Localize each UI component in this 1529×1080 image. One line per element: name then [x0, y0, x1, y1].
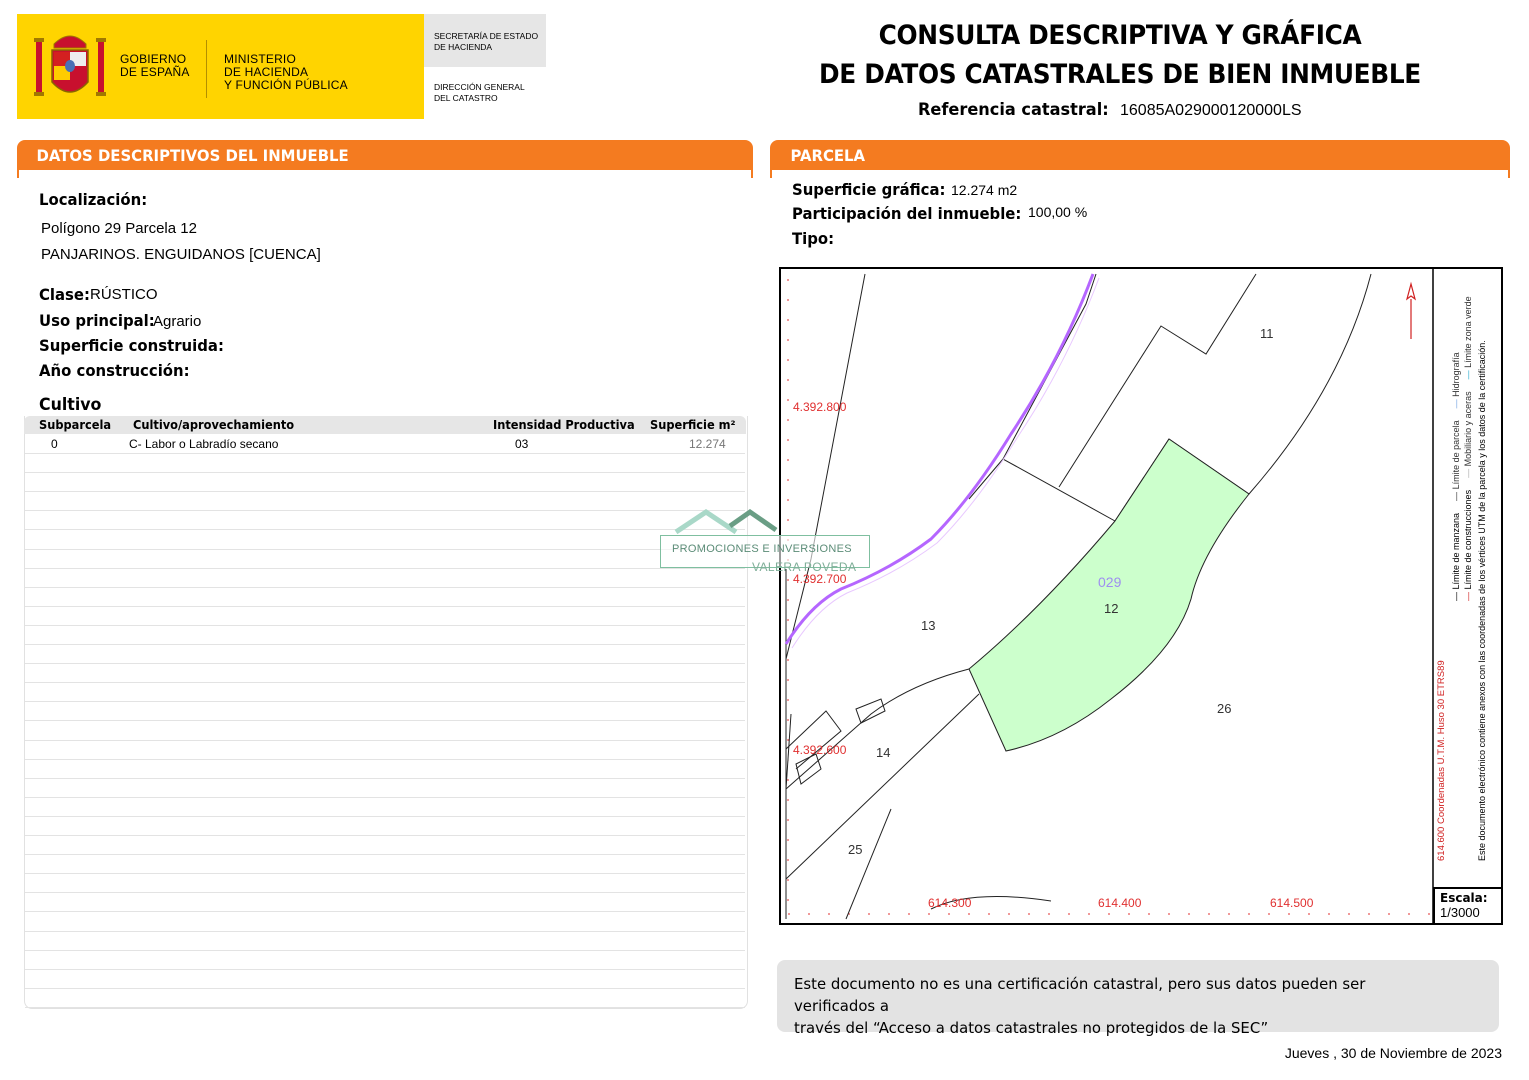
escala-box: [1433, 887, 1501, 923]
secretaria-text: SECRETARÍA DE ESTADO DE HACIENDA: [434, 31, 539, 52]
table-row-line: [25, 988, 745, 989]
table-row-line: [25, 720, 745, 721]
participacion-value: 100,00 %: [1028, 204, 1088, 220]
table-row-line: [25, 835, 745, 836]
participacion-label: Participación del inmueble:: [792, 204, 1022, 223]
table-row-line: [25, 759, 745, 760]
superficie-grafica-value: 12.274 m2: [951, 182, 1018, 198]
uso-label: Uso principal:: [39, 311, 155, 330]
watermark-line2: VALERA POVEDA: [752, 560, 857, 574]
table-row-line: [25, 1007, 745, 1008]
table-row-line: [25, 778, 745, 779]
table-row-line: [25, 625, 745, 626]
legend-note: Este documento electrónico contiene anexos con las coordenadas de los vértices UTM de la parcela y los datos de la certificación.: [1477, 340, 1487, 861]
clase-value: RÚSTICO: [90, 286, 158, 303]
localizacion-line2: PANJARINOS. ENGUIDANOS [CUENCA]: [41, 246, 321, 263]
table-row-line: [25, 950, 745, 951]
localizacion-line1: Polígono 29 Parcela 12: [41, 220, 197, 237]
table-row-line: [25, 663, 745, 664]
escala-label: Escala:: [1440, 891, 1488, 905]
table-row-line: [25, 931, 745, 932]
table-row-line: [25, 969, 745, 970]
clase-label: Clase:: [39, 285, 90, 304]
legend-zona-verde: — Límite zona verde: [1463, 296, 1473, 380]
cell-superficie: 12.274: [689, 437, 726, 451]
column-header-cultivo: Cultivo/aprovechamiento: [133, 418, 295, 432]
table-row-line: [25, 892, 745, 893]
column-header-superficie: Superficie m²: [650, 418, 736, 432]
superficie-construida-label: Superficie construida:: [39, 336, 224, 355]
table-row-line: [25, 816, 745, 817]
table-row-line: [25, 549, 745, 550]
ano-construccion-label: Año construcción:: [39, 361, 190, 380]
coat-of-arms-icon: [34, 26, 106, 104]
table-row-line: [25, 472, 745, 473]
column-header-subparcela: Subparcela: [39, 418, 112, 432]
y-label-4392700: 4.392.700: [793, 572, 847, 586]
legend-coords: 614.600 Coordenadas U.T.M. Huso 30 ETRS89: [1436, 660, 1447, 861]
localizacion-label: Localización:: [39, 190, 148, 209]
parcela-section-title: PARCELA: [790, 146, 866, 165]
table-row-line: [25, 529, 745, 530]
column-header-intensidad: Intensidad Productiva: [493, 418, 635, 432]
y-label-4392800: 4.392.800: [793, 400, 847, 414]
watermark-line1: PROMOCIONES E INVERSIONES: [672, 543, 852, 555]
referencia-value: 16085A029000120000LS: [1120, 102, 1302, 119]
table-row-line: [25, 854, 745, 855]
gobierno-text: GOBIERNO DE ESPAÑA: [120, 52, 190, 79]
escala-value: 1/3000: [1440, 905, 1480, 920]
legend-mobiliario: — Mobiliario y aceras: [1463, 391, 1473, 478]
parcel-label-26: 26: [1217, 701, 1232, 716]
table-row-line: [25, 911, 745, 912]
legend-limite-manzana: — Límite de manzana: [1451, 512, 1461, 601]
parcel-label-12: 12: [1104, 601, 1119, 616]
legend-limite-construcciones: — Límite de construcciones: [1463, 489, 1473, 601]
table-row-line: [25, 491, 745, 492]
table-row-line: [25, 740, 745, 741]
uso-value: Agrario: [153, 313, 202, 330]
parcel-label-11: 11: [1260, 326, 1274, 341]
table-row-line: [25, 644, 745, 645]
notice-text: Este documento no es una certificación catastral, pero sus datos pueden ser verificados a través del “Acceso a datos catastrales no protegidos de la SEC”: [794, 975, 1366, 1037]
table-row-line: [25, 510, 745, 511]
map-legend: [1436, 269, 1498, 889]
table-row-line: [25, 682, 745, 683]
parcela-section: [770, 140, 1510, 178]
cultivo-table: [24, 416, 748, 1009]
table-row-line: [25, 797, 745, 798]
table-row-line: [25, 453, 745, 454]
x-label-614300: 614.300: [928, 896, 972, 910]
table-row-line: [25, 873, 745, 874]
tipo-label: Tipo:: [792, 229, 835, 248]
x-label-614500: 614.500: [1270, 896, 1314, 910]
cell-subparcela: 0: [51, 437, 58, 451]
cadastral-map: [779, 267, 1503, 925]
footer-date: Jueves , 30 de Noviembre de 2023: [1284, 1045, 1502, 1061]
table-row-line: [25, 568, 745, 569]
parcel-label-14: 14: [876, 745, 891, 760]
superficie-grafica-label: Superficie gráfica:: [792, 180, 946, 199]
ministerio-text: MINISTERIO DE HACIENDA Y FUNCIÓN PÚBLICA: [224, 52, 348, 92]
legend-limite-parcela: — Límite de parcela: [1451, 420, 1461, 501]
table-row-line: [25, 606, 745, 607]
cell-cultivo: C- Labor o Labradío secano: [129, 437, 279, 451]
table-row-line: [25, 701, 745, 702]
y-label-4392600: 4.392.600: [793, 743, 847, 757]
section-title: DATOS DESCRIPTIVOS DEL INMUEBLE: [36, 146, 349, 165]
watermark-house-icon: [670, 506, 782, 536]
cell-intensidad: 03: [515, 437, 529, 451]
parcel-label-25: 25: [848, 842, 863, 857]
page-title: CONSULTA DESCRIPTIVA Y GRÁFICA DE DATOS CATASTRALES DE BIEN INMUEBLE: [819, 20, 1421, 90]
legend-hidrografia: — Hidrografía: [1451, 352, 1461, 409]
logo-divider: [206, 40, 207, 98]
cultivo-title: Cultivo: [39, 395, 102, 415]
table-row-line: [25, 587, 745, 588]
poligono-label: 029: [1098, 574, 1122, 590]
referencia-label: Referencia catastral:: [918, 100, 1109, 120]
direccion-text: DIRECCIÓN GENERAL DEL CATASTRO: [434, 82, 525, 103]
parcel-label-13: 13: [921, 618, 936, 633]
x-label-614400: 614.400: [1098, 896, 1142, 910]
datos-descriptivos-section: [17, 140, 753, 178]
